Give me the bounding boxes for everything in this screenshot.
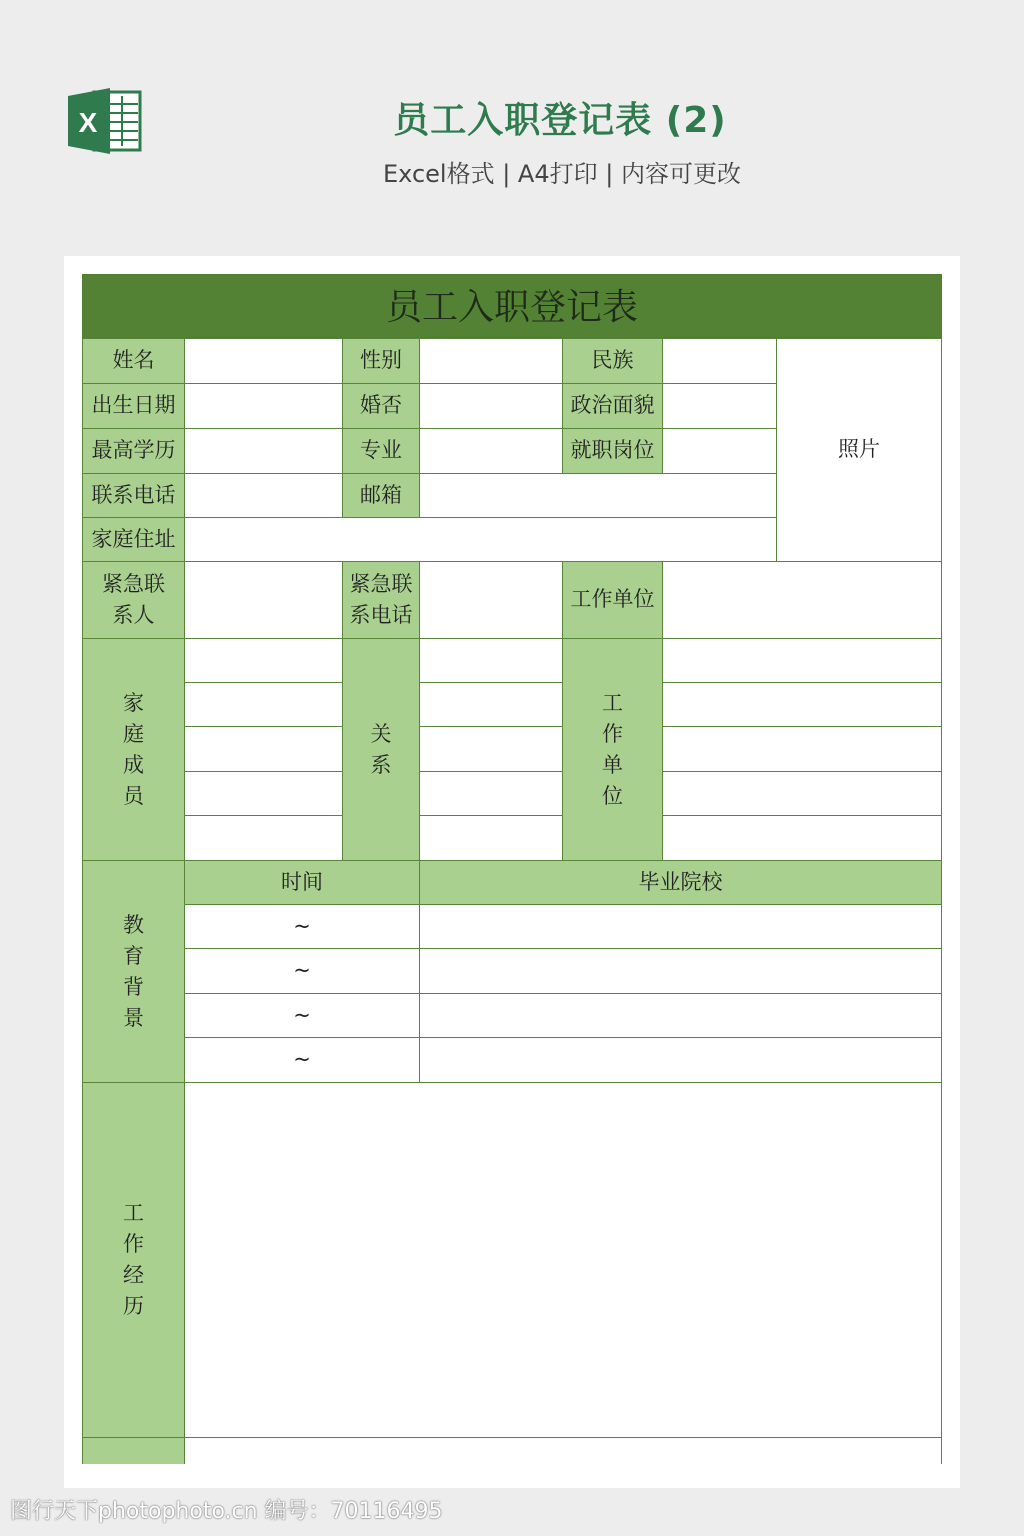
label-education: 最高学历 <box>82 428 185 474</box>
svg-text:X: X <box>78 107 98 138</box>
photo-box[interactable]: 照片 <box>776 338 942 562</box>
field-birth-date[interactable] <box>184 383 343 429</box>
field-education[interactable] <box>184 428 343 474</box>
field-emergency-contact[interactable] <box>184 561 343 639</box>
edu-time-cell[interactable]: ~ <box>184 904 420 949</box>
label-emergency-phone: 紧急联 系电话 <box>342 561 420 639</box>
family-unit-cell[interactable] <box>662 638 942 683</box>
family-relation-cell[interactable] <box>419 815 563 861</box>
page-title: 员工入职登记表 (2) <box>393 100 727 141</box>
page-subtitle: Excel格式 | A4打印 | 内容可更改 <box>383 160 741 188</box>
edu-time-cell[interactable]: ~ <box>184 993 420 1038</box>
edu-school-cell[interactable] <box>419 948 942 994</box>
family-relation-cell[interactable] <box>419 726 563 772</box>
field-work-unit[interactable] <box>662 561 942 639</box>
field-gender[interactable] <box>419 338 563 384</box>
family-name-cell[interactable] <box>184 682 343 727</box>
edu-school-header: 毕业院校 <box>419 860 942 905</box>
label-birth-date: 出生日期 <box>82 383 185 429</box>
family-unit-cell[interactable] <box>662 771 942 816</box>
field-phone[interactable] <box>184 473 343 518</box>
field-work-experience[interactable] <box>184 1082 942 1438</box>
form-title: 员工入职登记表 <box>82 274 942 338</box>
label-work-experience: 工 作 经 历 <box>82 1082 185 1438</box>
field-major[interactable] <box>419 428 563 474</box>
label-next-section <box>82 1437 185 1464</box>
edu-school-cell[interactable] <box>419 1037 942 1083</box>
family-relation-cell[interactable] <box>419 771 563 816</box>
field-political[interactable] <box>662 383 777 429</box>
family-name-cell[interactable] <box>184 815 343 861</box>
family-unit-cell[interactable] <box>662 682 942 727</box>
label-major: 专业 <box>342 428 420 474</box>
field-email[interactable] <box>419 473 777 518</box>
family-name-cell[interactable] <box>184 771 343 816</box>
family-unit-cell[interactable] <box>662 726 942 772</box>
family-name-cell[interactable] <box>184 638 343 683</box>
label-political: 政治面貌 <box>562 383 663 429</box>
label-family-members: 家 庭 成 员 <box>82 638 185 861</box>
family-name-cell[interactable] <box>184 726 343 772</box>
field-marital[interactable] <box>419 383 563 429</box>
field-emergency-phone[interactable] <box>419 561 563 639</box>
label-address: 家庭住址 <box>82 517 185 562</box>
family-unit-cell[interactable] <box>662 815 942 861</box>
label-family-unit: 工 作 单 位 <box>562 638 663 861</box>
label-emergency-contact: 紧急联 系人 <box>82 561 185 639</box>
edu-time-cell[interactable]: ~ <box>184 1037 420 1083</box>
label-phone: 联系电话 <box>82 473 185 518</box>
label-marital: 婚否 <box>342 383 420 429</box>
field-position[interactable] <box>662 428 777 474</box>
edu-school-cell[interactable] <box>419 904 942 949</box>
watermark-text: 图行天下photophoto.cn 编号：70116495 <box>10 1499 443 1524</box>
family-relation-cell[interactable] <box>419 682 563 727</box>
label-relation: 关 系 <box>342 638 420 861</box>
label-gender: 性别 <box>342 338 420 384</box>
edu-time-cell[interactable]: ~ <box>184 948 420 994</box>
label-position: 就职岗位 <box>562 428 663 474</box>
field-address[interactable] <box>184 517 777 562</box>
label-ethnicity: 民族 <box>562 338 663 384</box>
edu-time-header: 时间 <box>184 860 420 905</box>
family-relation-cell[interactable] <box>419 638 563 683</box>
label-work-unit: 工作单位 <box>562 561 663 639</box>
field-name[interactable] <box>184 338 343 384</box>
field-ethnicity[interactable] <box>662 338 777 384</box>
label-email: 邮箱 <box>342 473 420 518</box>
edu-school-cell[interactable] <box>419 993 942 1038</box>
label-name: 姓名 <box>82 338 185 384</box>
field-next-section[interactable] <box>184 1437 942 1464</box>
label-education-background: 教 育 背 景 <box>82 860 185 1083</box>
